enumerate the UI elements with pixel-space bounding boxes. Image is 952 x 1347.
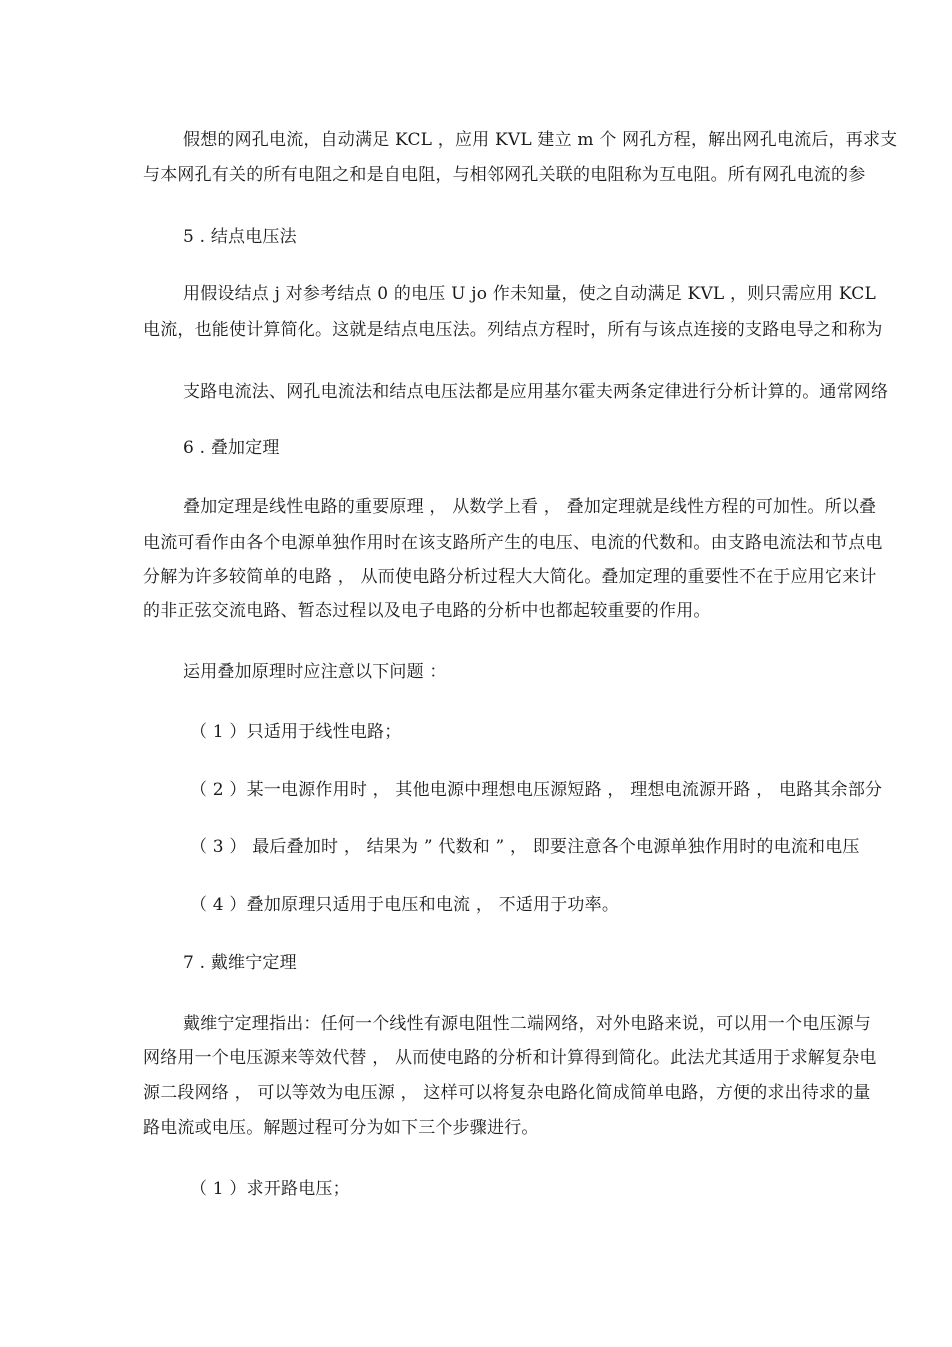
note-item-2: （ 2 ）某一电源作用时 ， 其他电源中理想电压源短路 ， 理想电流源开路 ， 电路其余部分	[190, 780, 883, 800]
thevenin-paragraph-line-3: 源二段网络 ， 可以等效为电压源 ， 这样可以将复杂电路化简成简单电路，方便的求出待求的量	[143, 1083, 871, 1103]
thevenin-paragraph-line-1: 戴维宁定理指出：任何一个线性有源电阻性二端网络，对外电路来说，可以用一个电压源与	[183, 1014, 871, 1034]
superposition-paragraph-line-3: 分解为许多较简单的电路 ， 从而使电路分析过程大大简化。叠加定理的重要性不在于应用它来计	[143, 567, 877, 587]
thevenin-paragraph-line-2: 网络用一个电压源来等效代替 ， 从而使电路的分析和计算得到简化。此法尤其适用于求解复杂电	[143, 1048, 877, 1068]
mesh-paragraph-line-1: 假想的网孔电流，自动满足 KCL ，应用 KVL 建立 m 个 网孔方程，解出网孔电流后，再求支	[183, 130, 898, 150]
step-item-1: （ 1 ）求开路电压；	[190, 1179, 350, 1199]
thevenin-paragraph-line-4: 路电流或电压。解题过程可分为如下三个步骤进行。	[143, 1118, 539, 1138]
node-paragraph-line-1: 用假设结点 j 对参考结点 0 的电压 U jo 作未知量，使之自动满足 KVL ，则只需应用 KCL	[183, 284, 876, 304]
superposition-paragraph-line-2: 电流可看作由各个电源单独作用时在该支路所产生的电压、电流的代数和。由支路电流法和节点电	[143, 533, 883, 553]
node-paragraph-line-2: 电流，也能使计算简化。这就是结点电压法。列结点方程时，所有与该点连接的支路电导之和称为	[143, 320, 883, 340]
note-item-3: （ 3 ） 最后叠加时 ， 结果为 ” 代数和 ” ， 即要注意各个电源单独作用时的电流和电压	[190, 837, 860, 857]
section-heading-6: 6 . 叠加定理	[183, 438, 280, 458]
section-heading-5: 5 . 结点电压法	[183, 227, 297, 247]
mesh-paragraph-line-2: 与本网孔有关的所有电阻之和是自电阻，与相邻网孔关联的电阻称为互电阻。所有网孔电流的参	[143, 165, 866, 185]
superposition-paragraph-line-4: 的非正弦交流电路、暂态过程以及电子电路的分析中也都起较重要的作用。	[143, 601, 711, 621]
note-item-1: （ 1 ）只适用于线性电路；	[190, 722, 402, 742]
section-heading-7: 7 . 戴维宁定理	[183, 953, 297, 973]
note-item-4: （ 4 ）叠加原理只适用于电压和电流 ， 不适用于功率。	[190, 895, 620, 915]
summary-paragraph: 支路电流法、网孔电流法和结点电压法都是应用基尔霍夫两条定律进行分析计算的。通常网络	[183, 382, 889, 402]
notes-intro: 运用叠加原理时应注意以下问题 ：	[183, 662, 447, 682]
superposition-paragraph-line-1: 叠加定理是线性电路的重要原理 ， 从数学上看 ， 叠加定理就是线性方程的可加性。所以叠	[183, 497, 877, 517]
